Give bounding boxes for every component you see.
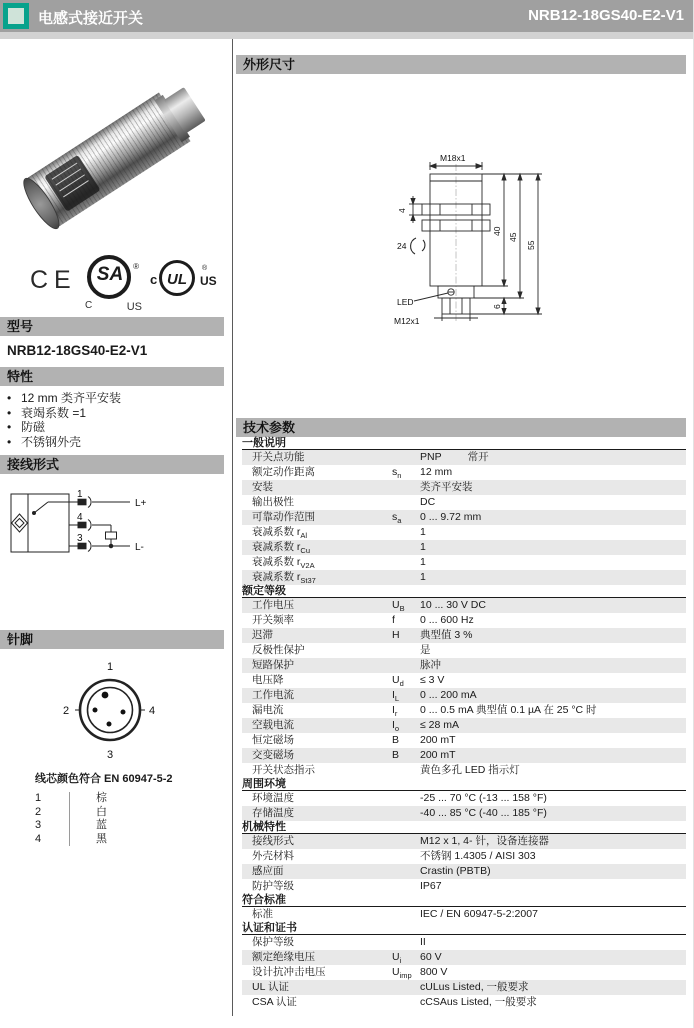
tech-row [242, 510, 686, 525]
svg-text:4: 4 [149, 705, 156, 717]
tech-section-subheader: 符合标准 [242, 894, 686, 907]
tech-row [242, 950, 686, 965]
feature-item: • 防磁 [7, 420, 46, 434]
tech-row-symbol [392, 643, 420, 658]
tech-row-value: 1 [420, 571, 426, 583]
tech-row [242, 688, 686, 703]
tech-row-symbol [392, 450, 420, 465]
column-divider [232, 39, 233, 1016]
tech-row-value: 60 V [420, 951, 442, 963]
tech-row-label: 感应面 [252, 865, 284, 877]
features-list [7, 391, 222, 449]
page-title: 电感式接近开关 [38, 10, 144, 27]
tech-row-label: 输出极性 [252, 496, 294, 508]
tech-row-value: 是 [420, 644, 431, 656]
cul-us-logo: c UL ® US [150, 258, 210, 304]
svg-text:M12x1: M12x1 [394, 316, 420, 325]
tech-row-value: 0 ... 200 mA [420, 689, 477, 701]
tech-row-symbol: $I_o$ [392, 719, 400, 734]
core-colors-title: 线芯颜色符合 EN 60947-5-2 [35, 773, 173, 785]
tech-row-value: II [420, 936, 426, 948]
section-header-connection: 接线形式 [0, 455, 224, 474]
tech-row-label: 交变磁场 [252, 749, 294, 761]
tech-row-symbol: $I_L$ [392, 689, 400, 704]
tech-row-label: CSA 认证 [252, 996, 297, 1008]
tech-row-value: IP67 [420, 880, 442, 892]
tech-row-symbol: B [392, 734, 400, 746]
tech-row-symbol: $s_n$ [392, 466, 402, 481]
svg-text:1: 1 [107, 661, 114, 673]
tech-row-value: 0 ... 600 Hz [420, 614, 474, 626]
svg-text:LED: LED [397, 297, 414, 307]
tech-row-value: 脉冲 [420, 659, 441, 671]
tech-row-symbol [392, 540, 420, 555]
tech-row [242, 540, 686, 555]
tech-row-symbol [392, 806, 420, 821]
tech-section-subheader: 额定等级 [242, 585, 686, 598]
tech-row-value: 黄色多孔 LED 指示灯 [420, 764, 520, 776]
tech-row [242, 806, 686, 821]
tech-row-value: 200 mT [420, 734, 456, 746]
tech-row-value: PNP 常开 [420, 451, 489, 463]
tech-row-symbol [392, 864, 420, 879]
tech-row [242, 465, 686, 480]
tech-row-label: 保护等级 [252, 936, 294, 948]
tech-row-label: 额定绝缘电压 [252, 951, 315, 963]
tech-row [242, 673, 686, 688]
tech-row-value: 类齐平安装 [420, 481, 473, 493]
ul-circle-icon: UL ® [159, 260, 195, 296]
tech-row-symbol [392, 879, 420, 894]
tech-row-symbol [392, 980, 420, 995]
core-color-row: 2 白 [35, 805, 107, 818]
tech-row-label: 外壳材料 [252, 850, 294, 862]
tech-row-label: 空载电流 [252, 719, 294, 731]
tech-row-label: 开关频率 [252, 614, 294, 626]
tech-row-symbol [392, 935, 420, 950]
tech-row-label: 衰减系数 $r_{V2A}$ [252, 556, 315, 570]
tech-row-label: 开关状态指示 [252, 764, 315, 776]
section-header-features: 特性 [0, 367, 224, 386]
tech-row-symbol [392, 570, 420, 585]
tech-row-value: 0 ... 9.72 mm [420, 511, 482, 523]
section-header-tech: 技术参数 [236, 418, 686, 437]
tech-row-label: 衰减系数 $r_{Al}$ [252, 526, 308, 540]
tech-row-label: 工作电压 [252, 599, 294, 611]
tech-table [242, 437, 686, 1010]
tech-row [242, 495, 686, 510]
tech-row [242, 555, 686, 570]
tech-row-label: 衰减系数 $r_{St37}$ [252, 571, 316, 585]
svg-text:3: 3 [107, 749, 114, 761]
tech-row-symbol [392, 495, 420, 510]
svg-text:45: 45 [508, 232, 518, 242]
section-header-model: 型号 [0, 317, 224, 336]
svg-text:6: 6 [492, 304, 502, 309]
tech-row-value: 800 V [420, 966, 448, 978]
svg-text:55: 55 [526, 240, 536, 250]
tech-row [242, 935, 686, 950]
pin-diagram [55, 658, 165, 762]
tech-row-symbol: f [392, 614, 395, 626]
csa-logo: SA ® C US [84, 255, 136, 307]
tech-row-label: 电压降 [252, 674, 284, 686]
tech-section-subheader: 机械特性 [242, 821, 686, 834]
tech-row [242, 613, 686, 628]
tech-row-label: 衰减系数 $r_{Cu}$ [252, 541, 311, 555]
tech-row-label: 工作电流 [252, 689, 294, 701]
tech-row-value: DC [420, 496, 436, 508]
svg-text:L-: L- [135, 542, 144, 553]
tech-row-symbol: $I_r$ [392, 704, 398, 719]
tech-row [242, 748, 686, 763]
tech-row-label: 防护等级 [252, 880, 294, 892]
svg-text:3: 3 [77, 533, 83, 544]
tech-row [242, 849, 686, 864]
svg-text:24: 24 [397, 241, 407, 251]
tech-row-label: 反极性保护 [252, 644, 305, 656]
feature-item: • 12 mm 类齐平安装 [7, 391, 122, 405]
tech-row [242, 718, 686, 733]
tech-row-value: -25 ... 70 °C (-13 ... 158 °F) [420, 792, 547, 804]
tech-row [242, 480, 686, 495]
tech-row-label: 安装 [252, 481, 273, 493]
tech-row-symbol [392, 849, 420, 864]
tech-row-symbol [392, 555, 420, 570]
tech-row-symbol: $U_B$ [392, 599, 405, 614]
tech-row-value: 12 mm [420, 466, 453, 478]
tech-row [242, 628, 686, 643]
tech-row-label: 恒定磁场 [252, 734, 294, 746]
svg-text:2: 2 [63, 705, 70, 717]
feature-item: • 衰竭系数 =1 [7, 405, 87, 420]
tech-row [242, 643, 686, 658]
tech-row-symbol [392, 834, 420, 849]
svg-text:L+: L+ [135, 498, 147, 509]
tech-row-label: 开关点功能 [252, 451, 305, 463]
svg-text:M18x1: M18x1 [440, 153, 466, 163]
tech-row-value: cCSAus Listed, 一般要求 [420, 996, 537, 1008]
tech-row-value: 1 [420, 526, 426, 538]
tech-row-label: 环境温度 [252, 792, 294, 804]
tech-section-subheader: 认证和证书 [242, 922, 686, 935]
tech-row-symbol: $s_a$ [392, 511, 402, 526]
tech-row-label: 标准 [252, 908, 273, 920]
tech-row [242, 995, 686, 1010]
tech-row-value: ≤ 28 mA [420, 719, 460, 731]
core-color-row: 1 棕 [35, 792, 107, 804]
brand-square-icon [3, 3, 29, 29]
tech-row-symbol [392, 995, 420, 1010]
tech-row-value: -40 ... 85 °C (-40 ... 185 °F) [420, 807, 547, 819]
core-color-row: 3 蓝 [35, 819, 107, 831]
tech-row-value: 0 ... 0.5 mA 典型值 0.1 µA 在 25 °C 时 [420, 704, 597, 716]
tech-row-symbol [392, 907, 420, 922]
tech-row-symbol [392, 480, 420, 495]
dimension-drawing [392, 150, 577, 325]
section-header-pinout: 针脚 [0, 630, 224, 649]
section-header-dimensions: 外形尺寸 [236, 55, 686, 74]
tech-row-symbol [392, 658, 420, 673]
tech-row-label: 迟滞 [252, 629, 273, 641]
svg-text:40: 40 [492, 226, 502, 236]
tech-row-label: 漏电流 [252, 704, 284, 716]
tech-row-label: 可靠动作范围 [252, 511, 315, 523]
tech-row-value: 不锈钢 1.4305 / AISI 303 [420, 850, 536, 862]
tech-row [242, 570, 686, 585]
tech-row-symbol [392, 525, 420, 540]
tech-row-label: 短路保护 [252, 659, 294, 671]
tech-row [242, 658, 686, 673]
tech-row [242, 879, 686, 894]
tech-row-symbol: B [392, 749, 400, 761]
tech-row [242, 598, 686, 613]
tech-row-symbol: $U_d$ [392, 674, 404, 689]
tech-row-label: UL 认证 [252, 981, 289, 993]
svg-text:4: 4 [77, 512, 83, 523]
tech-row [242, 733, 686, 748]
tech-row-value: 10 ... 30 V DC [420, 599, 486, 611]
tech-row-symbol [392, 791, 420, 806]
tech-row-symbol: H [392, 629, 400, 641]
tech-row-value: cULus Listed, 一般要求 [420, 981, 529, 993]
svg-text:1: 1 [77, 489, 83, 500]
tech-row-value: IEC / EN 60947-5-2:2007 [420, 908, 538, 920]
tech-row-symbol [392, 763, 420, 778]
tech-row-label: 额定动作距离 [252, 466, 315, 478]
tech-row-value: 典型值 3 % [420, 629, 473, 641]
top-bar [0, 0, 694, 32]
tech-row [242, 980, 686, 995]
wiring-diagram [8, 484, 193, 568]
core-color-row: 4 黑 [35, 832, 107, 845]
tech-row-label: 设计抗冲击电压 [252, 966, 326, 978]
model-number: NRB12-18GS40-E2-V1 [7, 343, 148, 358]
ce-logo: CE [30, 266, 77, 294]
tech-row [242, 907, 686, 922]
core-colors-table [35, 792, 107, 846]
tech-row-label: 存储温度 [252, 807, 294, 819]
tech-row-symbol: $U_{imp}$ [392, 966, 412, 981]
tech-row-symbol: $U_i$ [392, 951, 402, 966]
sensor-cylinder [18, 77, 214, 232]
tech-row [242, 525, 686, 540]
svg-text:4: 4 [397, 208, 407, 213]
tech-row [242, 450, 686, 465]
product-photo [18, 58, 214, 253]
tech-row-value: ≤ 3 V [420, 674, 445, 686]
tech-row [242, 763, 686, 778]
tech-row-value: 200 mT [420, 749, 456, 761]
tech-row [242, 965, 686, 980]
header-divider-strip [0, 32, 694, 39]
tech-row [242, 791, 686, 806]
tech-row-value: 1 [420, 541, 426, 553]
tech-row-value: 1 [420, 556, 426, 568]
tech-row-label: 接线形式 [252, 835, 294, 847]
tech-row [242, 834, 686, 849]
header-model-number: NRB12-18GS40-E2-V1 [528, 7, 684, 24]
tech-section-subheader: 周围环境 [242, 778, 686, 791]
tech-section-subheader: 一般说明 [242, 437, 686, 450]
tech-row [242, 703, 686, 718]
tech-row-value: Crastin (PBTB) [420, 865, 491, 877]
feature-item: • 不锈钢外壳 [7, 434, 82, 449]
tech-row-value: M12 x 1, 4- 针，设备连接器 [420, 835, 549, 847]
tech-row [242, 864, 686, 879]
